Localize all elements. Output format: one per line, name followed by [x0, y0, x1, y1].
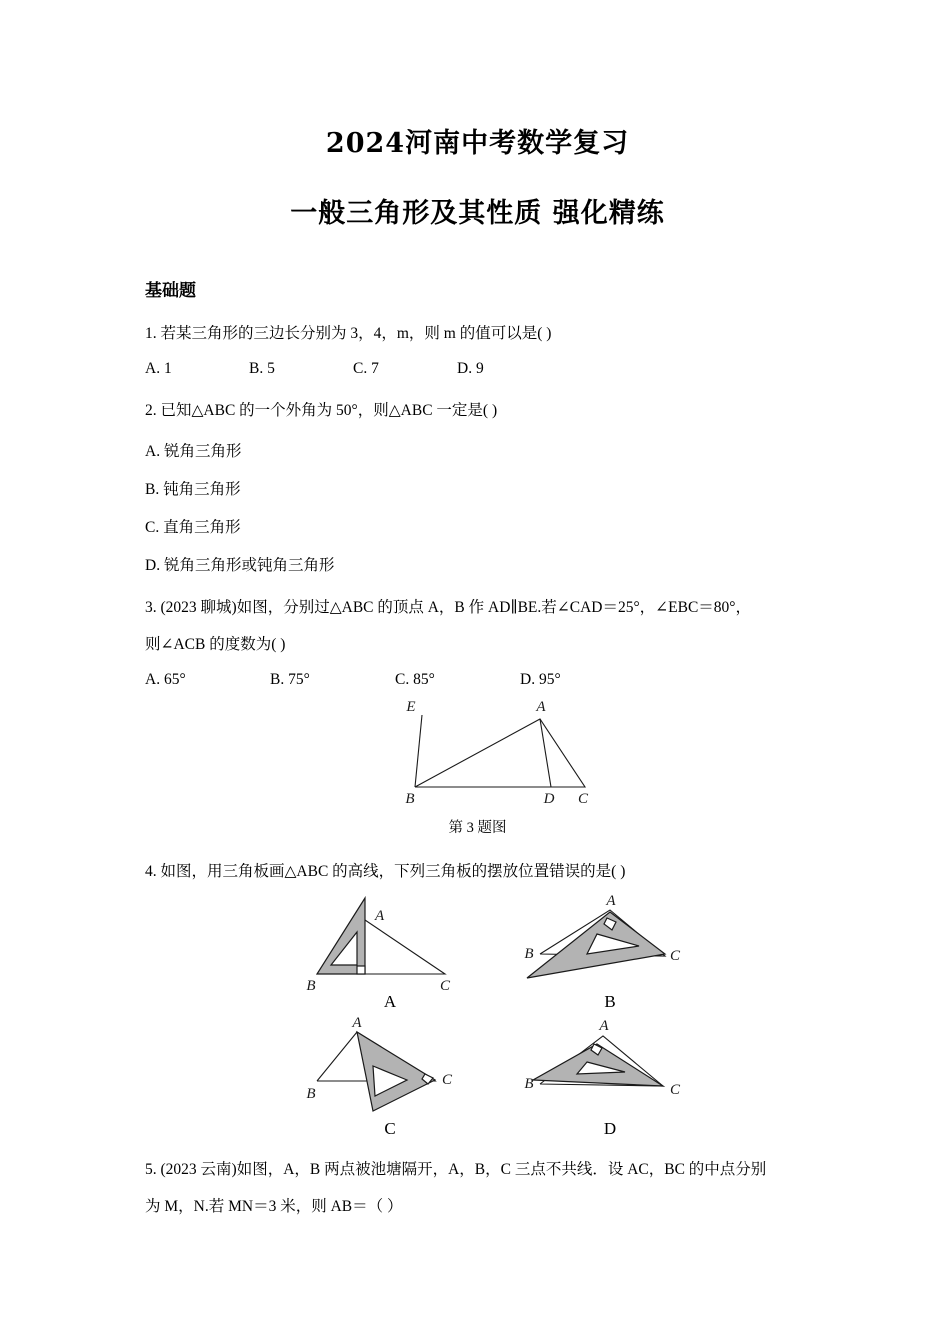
question-2-option-a[interactable]: A. 锐角三角形: [145, 443, 242, 460]
figure4c-label-A: A: [352, 1015, 362, 1032]
question-2-option-b[interactable]: B. 钝角三角形: [145, 481, 241, 498]
question-4-choice-d-letter: D: [603, 1119, 617, 1139]
question-1-options: [145, 360, 810, 378]
question-1-stem: 1. 若某三角形的三边长分别为 3，4，m，则 m 的值可以是( ): [145, 324, 552, 342]
document-content: [145, 0, 810, 1220]
question-1-option-a[interactable]: A. 1: [145, 359, 172, 377]
question-4-choice-b: [515, 892, 705, 1012]
question-3-stem-line2: 则∠ACB 的度数为( ): [145, 636, 286, 654]
question-1-option-c[interactable]: C. 7: [353, 359, 379, 377]
set-square-c: [357, 1032, 435, 1111]
question-3-figure-caption: 第 3 题图: [448, 820, 507, 837]
question-3-option-d[interactable]: D. 95°: [520, 671, 561, 689]
figure4d-label-B: B: [524, 1076, 534, 1093]
figure3-label-A: A: [536, 699, 546, 716]
question-3-stem-line1: 3. (2023 聊城)如图，分别过△ABC 的顶点 A，B 作 AD∥BE.若∠CAD＝25°，∠EBC＝80°，: [145, 599, 751, 616]
figure4a-label-A: A: [375, 908, 385, 925]
question-4-choice-b-letter: B: [604, 992, 616, 1012]
page-title-line1: 2024河南中考数学复习: [325, 128, 630, 159]
question-4-choice-a: [295, 892, 485, 1012]
question-4-figures: [145, 892, 810, 1137]
question-1-option-d[interactable]: D. 9: [457, 359, 484, 377]
question-3-option-b[interactable]: B. 75°: [270, 671, 310, 689]
section-heading: 基础题: [145, 280, 196, 301]
figure4d-label-C: C: [669, 1082, 681, 1099]
figure4a-label-B: B: [306, 978, 316, 993]
question-5-stem-line2: 为 M，N.若 MN＝3 米，则 AB＝（ ）: [145, 1198, 403, 1216]
question-3-options: [145, 671, 810, 689]
question-3-option-a[interactable]: A. 65°: [145, 671, 186, 689]
right-angle-mark-a: [357, 966, 365, 974]
question-2-option-c[interactable]: C. 直角三角形: [145, 519, 241, 536]
question-1-option-b[interactable]: B. 5: [249, 359, 275, 377]
figure3-label-B: B: [405, 791, 415, 808]
question-2-option-d[interactable]: D. 锐角三角形或钝角三角形: [145, 557, 335, 574]
question-4-choice-c-letter: C: [384, 1119, 396, 1139]
figure4b-label-A: A: [606, 893, 616, 910]
question-3-option-c[interactable]: C. 85°: [395, 671, 435, 689]
figure3-label-E: E: [406, 699, 416, 716]
figure4b-label-C: C: [669, 948, 681, 965]
figure4b-label-B: B: [524, 946, 534, 963]
page-title-line2: 一般三角形及其性质 强化精练: [290, 198, 665, 230]
question-4-stem: 4. 如图，用三角板画△ABC 的高线，下列三角板的摆放位置错误的是( ): [145, 863, 626, 881]
figure4a-label-C: C: [439, 978, 451, 993]
figure4c-label-B: B: [306, 1086, 316, 1103]
question-2-stem: 2. 已知△ABC 的一个外角为 50°，则△ABC 一定是( ): [145, 401, 498, 419]
question-5-stem-line1: 5. (2023 云南)如图，A，B 两点被池塘隔开，A，B，C 三点不共线．设 AC，BC 的中点分别: [145, 1161, 767, 1179]
figure4d-label-A: A: [599, 1018, 609, 1035]
question-4-choice-c: [295, 1014, 485, 1139]
figure4c-label-C: C: [441, 1072, 453, 1089]
question-4-choice-d: [515, 1014, 705, 1139]
figure3-label-D: D: [543, 791, 555, 808]
figure3-label-C: C: [577, 791, 589, 808]
question-4-choice-a-letter: A: [383, 992, 397, 1012]
question-3-figure: [145, 697, 810, 837]
